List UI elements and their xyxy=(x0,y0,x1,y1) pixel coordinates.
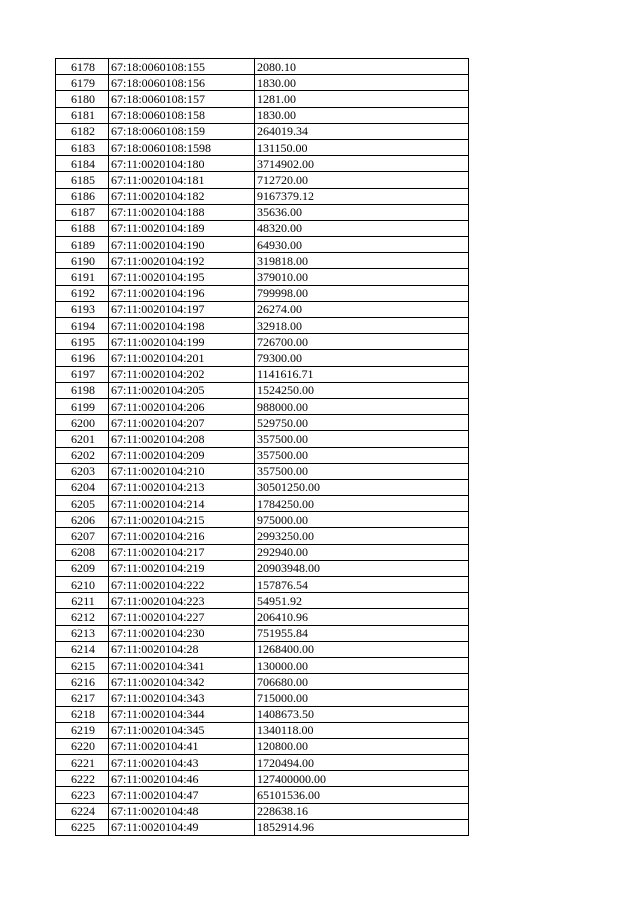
cadastral-number-cell: 67:11:0020104:343 xyxy=(109,690,255,706)
cadastral-number-cell: 67:11:0020104:195 xyxy=(109,269,255,285)
value-cell: 706680.00 xyxy=(255,674,469,690)
table-row xyxy=(56,107,469,123)
table-row xyxy=(56,156,469,172)
value-cell: 1852914.96 xyxy=(255,819,469,835)
row-number-cell: 6186 xyxy=(56,188,109,204)
cadastral-number-cell: 67:11:0020104:215 xyxy=(109,512,255,528)
table-row xyxy=(56,674,469,690)
value-cell: 32918.00 xyxy=(255,318,469,334)
cadastral-number-cell: 67:11:0020104:344 xyxy=(109,706,255,722)
row-number-cell: 6184 xyxy=(56,156,109,172)
table-row xyxy=(56,75,469,91)
table-row xyxy=(56,512,469,528)
row-number-cell: 6179 xyxy=(56,75,109,91)
cadastral-number-cell: 67:18:0060108:156 xyxy=(109,75,255,91)
value-cell: 35636.00 xyxy=(255,204,469,220)
row-number-cell: 6209 xyxy=(56,560,109,576)
row-number-cell: 6214 xyxy=(56,641,109,657)
row-number-cell: 6218 xyxy=(56,706,109,722)
table-row xyxy=(56,91,469,107)
table-row xyxy=(56,528,469,544)
table-row xyxy=(56,382,469,398)
table-row xyxy=(56,447,469,463)
row-number-cell: 6222 xyxy=(56,771,109,787)
cadastral-number-cell: 67:11:0020104:190 xyxy=(109,237,255,253)
value-cell: 2080.10 xyxy=(255,59,469,75)
cadastral-number-cell: 67:11:0020104:192 xyxy=(109,253,255,269)
cadastral-number-cell: 67:11:0020104:202 xyxy=(109,366,255,382)
table-row xyxy=(56,123,469,139)
row-number-cell: 6188 xyxy=(56,220,109,236)
table-row xyxy=(56,755,469,771)
row-number-cell: 6210 xyxy=(56,577,109,593)
cadastral-number-cell: 67:11:0020104:222 xyxy=(109,577,255,593)
row-number-cell: 6194 xyxy=(56,318,109,334)
value-cell: 26274.00 xyxy=(255,301,469,317)
value-cell: 30501250.00 xyxy=(255,479,469,495)
table-row xyxy=(56,657,469,673)
table-row xyxy=(56,577,469,593)
value-cell: 120800.00 xyxy=(255,738,469,754)
row-number-cell: 6206 xyxy=(56,512,109,528)
value-cell: 64930.00 xyxy=(255,237,469,253)
row-number-cell: 6180 xyxy=(56,91,109,107)
value-cell: 379010.00 xyxy=(255,269,469,285)
value-cell: 975000.00 xyxy=(255,512,469,528)
row-number-cell: 6213 xyxy=(56,625,109,641)
cadastral-number-cell: 67:11:0020104:342 xyxy=(109,674,255,690)
table-row xyxy=(56,318,469,334)
row-number-cell: 6183 xyxy=(56,139,109,155)
table-row xyxy=(56,188,469,204)
value-cell: 357500.00 xyxy=(255,431,469,447)
table-row xyxy=(56,641,469,657)
cadastral-number-cell: 67:11:0020104:341 xyxy=(109,657,255,673)
row-number-cell: 6225 xyxy=(56,819,109,835)
value-cell: 264019.34 xyxy=(255,123,469,139)
cadastral-number-cell: 67:11:0020104:199 xyxy=(109,334,255,350)
cadastral-number-cell: 67:18:0060108:159 xyxy=(109,123,255,139)
row-number-cell: 6205 xyxy=(56,496,109,512)
table-row xyxy=(56,722,469,738)
row-number-cell: 6182 xyxy=(56,123,109,139)
row-number-cell: 6223 xyxy=(56,787,109,803)
cadastral-number-cell: 67:11:0020104:196 xyxy=(109,285,255,301)
cadastral-number-cell: 67:11:0020104:48 xyxy=(109,803,255,819)
row-number-cell: 6224 xyxy=(56,803,109,819)
value-cell: 130000.00 xyxy=(255,657,469,673)
cadastral-number-cell: 67:11:0020104:182 xyxy=(109,188,255,204)
value-cell: 799998.00 xyxy=(255,285,469,301)
cadastral-number-cell: 67:11:0020104:223 xyxy=(109,593,255,609)
value-cell: 127400000.00 xyxy=(255,771,469,787)
value-cell: 79300.00 xyxy=(255,350,469,366)
row-number-cell: 6197 xyxy=(56,366,109,382)
row-number-cell: 6190 xyxy=(56,253,109,269)
value-cell: 1340118.00 xyxy=(255,722,469,738)
table-row xyxy=(56,560,469,576)
table-row xyxy=(56,819,469,835)
value-cell: 131150.00 xyxy=(255,139,469,155)
table-row xyxy=(56,479,469,495)
cadastral-number-cell: 67:11:0020104:230 xyxy=(109,625,255,641)
cadastral-number-cell: 67:11:0020104:217 xyxy=(109,544,255,560)
table-row xyxy=(56,253,469,269)
table-row xyxy=(56,593,469,609)
value-cell: 1830.00 xyxy=(255,75,469,91)
cadastral-number-cell: 67:18:0060108:1598 xyxy=(109,139,255,155)
row-number-cell: 6207 xyxy=(56,528,109,544)
row-number-cell: 6202 xyxy=(56,447,109,463)
row-number-cell: 6196 xyxy=(56,350,109,366)
value-cell: 357500.00 xyxy=(255,447,469,463)
table-row xyxy=(56,398,469,414)
cadastral-number-cell: 67:11:0020104:227 xyxy=(109,609,255,625)
value-cell: 228638.16 xyxy=(255,803,469,819)
cadastral-number-cell: 67:11:0020104:208 xyxy=(109,431,255,447)
value-cell: 65101536.00 xyxy=(255,787,469,803)
cadastral-number-cell: 67:11:0020104:43 xyxy=(109,755,255,771)
row-number-cell: 6185 xyxy=(56,172,109,188)
value-cell: 1784250.00 xyxy=(255,496,469,512)
table-row xyxy=(56,139,469,155)
row-number-cell: 6219 xyxy=(56,722,109,738)
value-cell: 48320.00 xyxy=(255,220,469,236)
cadastral-number-cell: 67:18:0060108:155 xyxy=(109,59,255,75)
value-cell: 1268400.00 xyxy=(255,641,469,657)
row-number-cell: 6189 xyxy=(56,237,109,253)
table-row xyxy=(56,59,469,75)
value-cell: 988000.00 xyxy=(255,398,469,414)
value-cell: 9167379.12 xyxy=(255,188,469,204)
cadastral-number-cell: 67:11:0020104:188 xyxy=(109,204,255,220)
value-cell: 1141616.71 xyxy=(255,366,469,382)
row-number-cell: 6191 xyxy=(56,269,109,285)
table-row xyxy=(56,431,469,447)
table-row xyxy=(56,350,469,366)
table-row xyxy=(56,220,469,236)
value-cell: 529750.00 xyxy=(255,415,469,431)
row-number-cell: 6199 xyxy=(56,398,109,414)
row-number-cell: 6193 xyxy=(56,301,109,317)
value-cell: 1830.00 xyxy=(255,107,469,123)
cadastral-number-cell: 67:11:0020104:210 xyxy=(109,463,255,479)
value-cell: 3714902.00 xyxy=(255,156,469,172)
cadastral-number-cell: 67:11:0020104:197 xyxy=(109,301,255,317)
row-number-cell: 6200 xyxy=(56,415,109,431)
cadastral-number-cell: 67:11:0020104:198 xyxy=(109,318,255,334)
cadastral-number-cell: 67:11:0020104:49 xyxy=(109,819,255,835)
cadastral-number-cell: 67:11:0020104:181 xyxy=(109,172,255,188)
row-number-cell: 6212 xyxy=(56,609,109,625)
table-row xyxy=(56,803,469,819)
value-cell: 1408673.50 xyxy=(255,706,469,722)
table-row xyxy=(56,334,469,350)
table-row xyxy=(56,706,469,722)
table-row xyxy=(56,204,469,220)
value-cell: 206410.96 xyxy=(255,609,469,625)
value-cell: 2993250.00 xyxy=(255,528,469,544)
cadastral-number-cell: 67:11:0020104:189 xyxy=(109,220,255,236)
value-cell: 715000.00 xyxy=(255,690,469,706)
table-row xyxy=(56,463,469,479)
row-number-cell: 6208 xyxy=(56,544,109,560)
cadastral-number-cell: 67:11:0020104:209 xyxy=(109,447,255,463)
cadastral-number-cell: 67:11:0020104:214 xyxy=(109,496,255,512)
table-row xyxy=(56,690,469,706)
row-number-cell: 6217 xyxy=(56,690,109,706)
row-number-cell: 6178 xyxy=(56,59,109,75)
cadastral-number-cell: 67:11:0020104:205 xyxy=(109,382,255,398)
table-row xyxy=(56,301,469,317)
value-cell: 1281.00 xyxy=(255,91,469,107)
value-cell: 20903948.00 xyxy=(255,560,469,576)
table-row xyxy=(56,269,469,285)
row-number-cell: 6221 xyxy=(56,755,109,771)
value-cell: 357500.00 xyxy=(255,463,469,479)
value-cell: 751955.84 xyxy=(255,625,469,641)
table-row xyxy=(56,237,469,253)
row-number-cell: 6220 xyxy=(56,738,109,754)
row-number-cell: 6203 xyxy=(56,463,109,479)
cadastral-number-cell: 67:18:0060108:157 xyxy=(109,91,255,107)
row-number-cell: 6215 xyxy=(56,657,109,673)
row-number-cell: 6201 xyxy=(56,431,109,447)
cadastral-number-cell: 67:11:0020104:47 xyxy=(109,787,255,803)
table-row xyxy=(56,415,469,431)
row-number-cell: 6198 xyxy=(56,382,109,398)
table-row xyxy=(56,285,469,301)
value-cell: 712720.00 xyxy=(255,172,469,188)
row-number-cell: 6216 xyxy=(56,674,109,690)
cadastral-number-cell: 67:11:0020104:213 xyxy=(109,479,255,495)
table-row xyxy=(56,366,469,382)
row-number-cell: 6187 xyxy=(56,204,109,220)
cadastral-number-cell: 67:11:0020104:41 xyxy=(109,738,255,754)
value-cell: 292940.00 xyxy=(255,544,469,560)
cadastral-number-cell: 67:11:0020104:180 xyxy=(109,156,255,172)
cadastral-number-cell: 67:11:0020104:201 xyxy=(109,350,255,366)
row-number-cell: 6192 xyxy=(56,285,109,301)
row-number-cell: 6195 xyxy=(56,334,109,350)
table-body xyxy=(56,59,469,836)
cadastral-number-cell: 67:11:0020104:207 xyxy=(109,415,255,431)
value-cell: 1720494.00 xyxy=(255,755,469,771)
value-cell: 726700.00 xyxy=(255,334,469,350)
row-number-cell: 6181 xyxy=(56,107,109,123)
table-row xyxy=(56,787,469,803)
table-row xyxy=(56,609,469,625)
value-cell: 54951.92 xyxy=(255,593,469,609)
cadastral-number-cell: 67:11:0020104:28 xyxy=(109,641,255,657)
table-row xyxy=(56,172,469,188)
row-number-cell: 6204 xyxy=(56,479,109,495)
value-cell: 157876.54 xyxy=(255,577,469,593)
table-row xyxy=(56,738,469,754)
row-number-cell: 6211 xyxy=(56,593,109,609)
table-row xyxy=(56,771,469,787)
value-cell: 319818.00 xyxy=(255,253,469,269)
cadastral-number-cell: 67:11:0020104:216 xyxy=(109,528,255,544)
cadastral-number-cell: 67:11:0020104:219 xyxy=(109,560,255,576)
cadastral-number-cell: 67:18:0060108:158 xyxy=(109,107,255,123)
cadastral-number-cell: 67:11:0020104:345 xyxy=(109,722,255,738)
value-cell: 1524250.00 xyxy=(255,382,469,398)
cadastral-number-cell: 67:11:0020104:206 xyxy=(109,398,255,414)
table-row xyxy=(56,544,469,560)
cadastral-value-table xyxy=(55,58,469,836)
table-row xyxy=(56,496,469,512)
table-row xyxy=(56,625,469,641)
cadastral-number-cell: 67:11:0020104:46 xyxy=(109,771,255,787)
